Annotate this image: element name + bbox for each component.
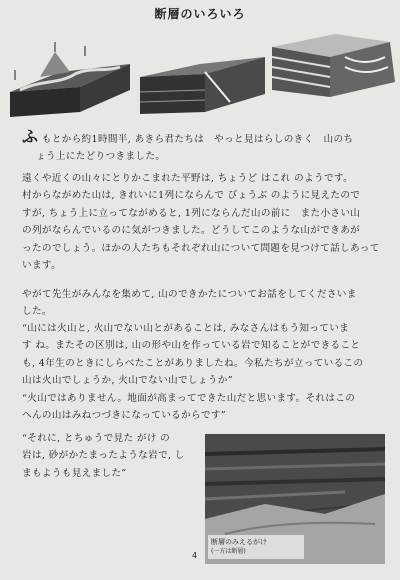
text-line: “火山ではありません。地面が高まってできた山だと思います。それはこの — [22, 393, 356, 404]
paragraph-6 — [22, 430, 202, 482]
photo-caption-title: 断層のみえるがけ — [211, 538, 267, 546]
text-line: す ね。またその区別は, 山の形や山を作っている岩で知ることができること — [22, 340, 361, 352]
text-line: へんの山はみねつづきになっているからです” — [22, 410, 227, 422]
paragraph-5 — [22, 390, 382, 425]
paragraph-1 — [22, 128, 382, 166]
text-line: した。 — [22, 306, 52, 318]
fault-diagram-3 — [272, 34, 395, 97]
fault-diagrams — [0, 22, 400, 122]
text-line: すが, ちょう上に立ってながめると, 1列にならんだ山の前に また小さい山 — [22, 207, 361, 219]
text-line: “それに, とちゅうで見た がけ の — [22, 433, 171, 444]
paragraph-2 — [22, 170, 382, 274]
text-line: も, 4年生のときにしらべたことがありましたね。今私たちが立っているこの — [22, 357, 364, 369]
paragraph-3 — [22, 286, 382, 321]
page-number: 4 — [192, 551, 198, 560]
text-line: やがて先生がみんなを集めて, 山のできかたについてお話をしてくださいま — [22, 289, 357, 300]
fault-diagram-1 — [10, 42, 130, 117]
text-line: ったのでしょう。ほかの人たちもそれぞれ山について問題を見つけて話しあって — [22, 242, 380, 254]
text-line: 山は火山でしょうか, 火山でない山でしょうか” — [22, 375, 233, 387]
photo-caption-sub: (一方は断層) — [211, 548, 246, 555]
drop-char: ふ — [22, 127, 39, 146]
paragraph-1-line-1: もとから約1時間半, あきら君たちは やっと見はらしのきく 山のち — [41, 134, 354, 145]
photo-caption — [208, 535, 304, 559]
text-line: 岩は, 砂がかたまったような岩で, し — [22, 450, 185, 462]
text-line: います。 — [22, 260, 62, 272]
paragraph-4 — [22, 320, 382, 390]
page-title: 断層のいろいろ — [154, 7, 246, 21]
text-line: 村からながめた山は, きれいに1列にならんで びょうぶ のように見えたので — [22, 190, 361, 202]
text-line: まもようも見えました” — [22, 467, 127, 479]
paragraph-1-line-2: ょう上にたどりつきました。 — [36, 151, 166, 163]
text-line: の列がならんでいるのに気がつきました。どうしてこのような山ができあが — [22, 225, 361, 237]
text-line: “山には火山と, 火山でない山とがあることは, みなさんはもう知っていま — [22, 323, 350, 334]
text-line: 遠くや近くの山々にとりかこまれた平野は, ちょうど はこれ のようです。 — [22, 173, 354, 184]
fault-diagram-2 — [140, 57, 265, 114]
